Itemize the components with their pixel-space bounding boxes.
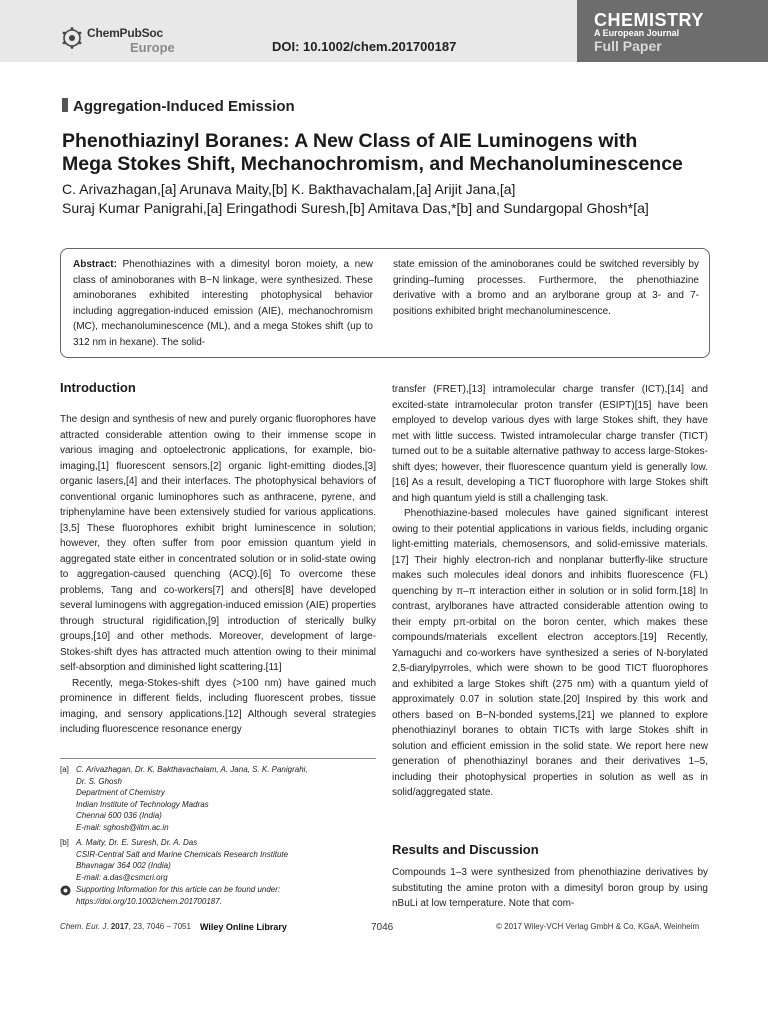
affiliation-a-line: Chennai 600 036 (India): [76, 811, 162, 820]
affiliation-a-line: Indian Institute of Technology Madras: [76, 799, 209, 809]
affiliation-b-line: CSIR-Central Salt and Marine Chemicals Research Institute: [76, 849, 289, 859]
affiliation-b-email: E-mail: a.das@csmcri.org: [76, 872, 168, 882]
intro-paragraph-2: Recently, mega-Stokes-shift dyes (>100 nm) have gained much prominence in different fields, including fluorescent probes, tissue imaging, and sensory applications.[12] Although several strategies including fluorescence resonance energy: [60, 677, 376, 735]
copyright-notice: © 2017 Wiley-VCH Verlag GmbH & Co. KGaA, Weinheim: [496, 922, 700, 931]
results-paragraph-1: Compounds 1–3 were synthesized from phenothiazine derivatives by substituting the amine proton with a dimesityl boron group by using nBuLi at low temperature. Note that com-: [392, 867, 708, 909]
logo-text-chempubsoc: ChemPubSoc: [87, 26, 164, 40]
footnote-divider: [60, 758, 376, 759]
affiliation-b-tag: [b]: [60, 838, 69, 847]
abstract-box: [60, 248, 710, 358]
article-type: Full Paper: [594, 38, 662, 54]
affiliation-b-line: Bhavnagar 364 002 (India): [76, 861, 171, 870]
results-heading: Results and Discussion: [392, 842, 539, 857]
wiley-online-library-logo: Wiley Online Library: [200, 922, 287, 932]
affiliation-b: [60, 837, 376, 883]
section-tag: [62, 98, 295, 115]
footer-citation: [60, 922, 191, 931]
right-paragraph-1: transfer (FRET),[13] intramolecular charge transfer (ICT),[14] and excited-state intramolecular proton transfer (ESIPT)[15] have been employed to develop various dyes with large Stokes shift, they have met with little success. Twisted intramolecular charge transfer (TICT) turned out to be a suitable alternative pathway to access large-Stokes-shift dyes; however, their fluorescence quantum yield is generally low.[16] As a result, developing a TICT fluorophore with large Stokes shift and high quantum yield is still a challenging task.: [392, 384, 708, 504]
section-tag-label: Aggregation-Induced Emission: [73, 98, 295, 115]
journal-badge: [577, 0, 768, 62]
logo-text-europe: Europe: [130, 40, 175, 55]
author-list: [62, 180, 742, 218]
affiliation-b-line: A. Maity, Dr. E. Suresh, Dr. A. Das: [76, 838, 198, 847]
affiliation-a-line: Department of Chemistry: [76, 788, 165, 797]
section-bar: [62, 98, 68, 112]
title-line-2: Mega Stokes Shift, Mechanochromism, and Mechanoluminescence: [62, 153, 683, 175]
supporting-info-text: Supporting Information for this article can be found under:: [76, 885, 281, 894]
journal-subtitle: A European Journal: [594, 28, 680, 38]
citation-journal: Chem. Eur. J.: [60, 922, 109, 931]
supporting-info: [60, 884, 376, 907]
supporting-info-link[interactable]: https://doi.org/10.1002/chem.201700187.: [76, 896, 222, 906]
authors-line-2: Suraj Kumar Panigrahi,[a] Eringathodi Suresh,[b] Amitava Das,*[b] and Sundargopal Ghosh*[a]: [62, 200, 649, 216]
affiliation-a-tag: [a]: [60, 765, 69, 774]
article-title: [62, 130, 722, 176]
affiliation-a-line: Dr. S. Ghosh: [76, 776, 122, 786]
globe-stars-icon: [60, 26, 84, 50]
affiliation-a-line: C. Arivazhagan, Dr. K. Bakthavachalam, A. Jana, S. K. Panigrahi,: [76, 765, 308, 774]
right-column: [392, 382, 708, 801]
abstract-label: Abstract:: [73, 259, 117, 270]
citation-volume-pages: , 23, 7046 – 7051: [128, 922, 191, 931]
affiliation-a-email: E-mail: sghosh@iitm.ac.in: [76, 822, 169, 832]
chempubsoc-logo: [60, 26, 180, 56]
right-paragraph-2: Phenothiazine-based molecules have gained significant interest owing to their potential applications in various fields, including organic light-emitting materials, chemosensors, and solid-emissive materials.[17] Their highly electron-rich and nonplanar butterfly-like structure makes such molecules ideal donors and inhibits fluorescence (FL) quenching by π–π interaction either in solution or in solid form.[18] In contrast, arylboranes have attracted considerable attention owing to their empty pπ-orbital on the boron center, which makes these compounds/materials excellent electron acceptors.[19] Recently, Yamaguchi and co-workers have synthesized a series of N-borylated 2,5-diarylpyrroles, which were shown to be good TICT fluorophores and exhibited a large Stokes shift (275 nm) with a quantum yield of approximately 0.07 in solution state.[20] Inspired by this work and others based on B−N-bonded systems,[21] we planned to explore phenothiazinyl boranes to obtain TICTs with large Stokes shift in solution and efficient emission in the solid state. We report here new generation of phenothiazinyl boranes and their derivatives 1–5, including their photophysical properties in solution as well as in solid/aggregated state.: [392, 508, 708, 798]
citation-year: 2017: [110, 922, 129, 931]
affiliation-a: [60, 764, 376, 833]
intro-paragraph-1: The design and synthesis of new and purely organic fluorophores have attracted considerable attention owing to their immense scope in various imaging and optoelectronic applications, for example, bio-imaging,[1] fluorescent sensors,[2] organic light-emitting diodes,[3] organic lasers,[4] and their interfaces. The photophysical behaviors of conventional organic luminophores such as anthracene, pyrene, and triphenylamine have been extensively studied for various applications.[3,5] These fluorophores exhibit bright luminescence in solution; however, they often suffer from poor emission quantum yield in aggregated state either in concentrated solution or in solid-state owing to aggregation-caused quenching (ACQ).[6] To overcome these problems, Tang and co-workers[7] and others[8] have developed several luminogens with aggregation-induced emission (AIE) properties through structural rigidification,[9] introduction of sterically bulky groups,[10] and other methods. Moreover, development of large-Stokes-shift dyes has attracted much attention owing to their minimal self-absorption and diminished light scattering.[11]: [60, 414, 376, 673]
left-column: [60, 412, 376, 738]
page-number: 7046: [371, 922, 394, 933]
doi-label: DOI: 10.1002/chem.201700187: [272, 39, 457, 54]
abstract-right-text: state emission of the aminoboranes could be switched reversibly by grinding–fuming processes. Furthermore, the phenothiazine derivative with a bromo and an arylborane group at 3- and 7-positions exhibited bright mechanoluminescence.: [393, 259, 699, 317]
abstract-left-text: Phenothiazines with a dimesityl boron moiety, a new class of aminoboranes with B−N linkage, were synthesized. These aminoboranes exhibited interesting photophysical behavior including aggregation-induced emission (AIE), mechanochromism (MC), mechanoluminescence (ML), and a mega Stokes shift (up to 312 nm in hexane). The solid-: [73, 259, 373, 348]
introduction-heading: Introduction: [60, 380, 136, 395]
title-line-1: Phenothiazinyl Boranes: A New Class of AIE Luminogens with: [62, 130, 638, 152]
journal-header: [0, 0, 768, 62]
authors-line-1: C. Arivazhagan,[a] Arunava Maity,[b] K. Bakthavachalam,[a] Arijit Jana,[a]: [62, 181, 516, 197]
supporting-info-icon: [60, 885, 71, 896]
journal-name: CHEMISTRY: [594, 10, 704, 30]
abstract-left-column: [73, 257, 373, 351]
